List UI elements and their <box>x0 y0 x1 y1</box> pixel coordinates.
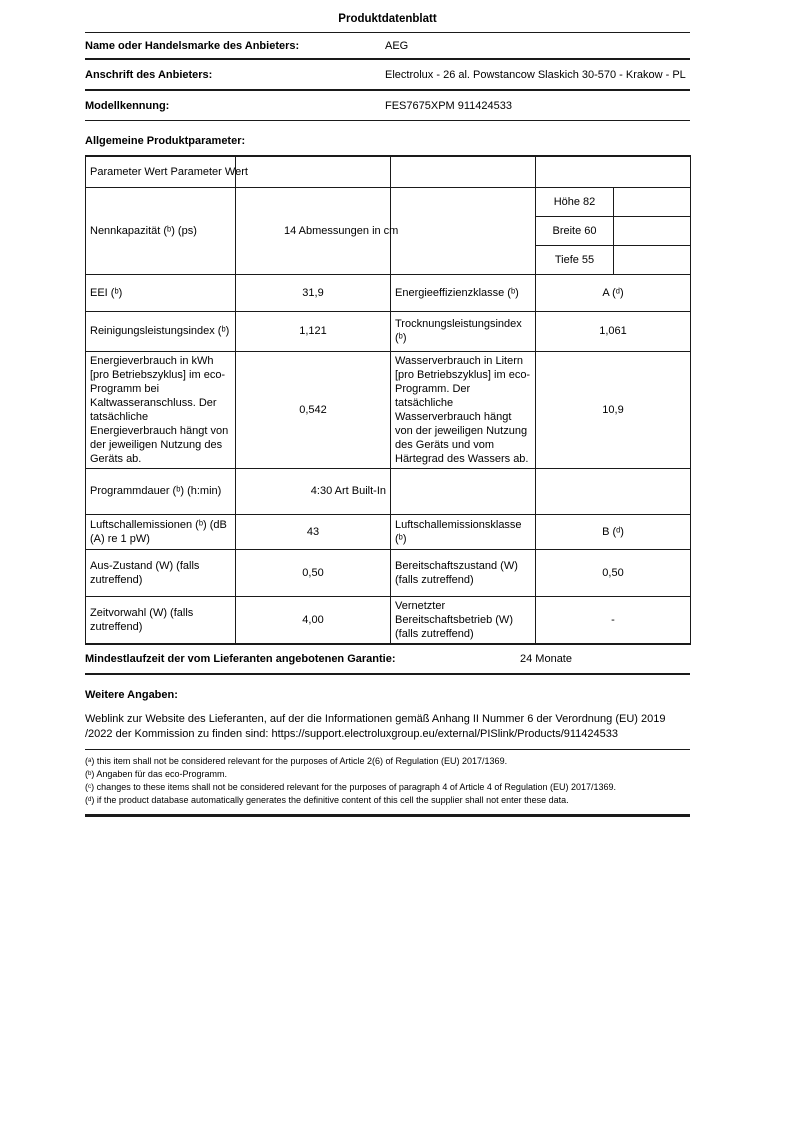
empty-cell <box>536 468 691 514</box>
performance-index-row <box>86 311 691 351</box>
capacity-row <box>86 187 691 216</box>
param-noise-label: Luftschallemissionen (ᵇ) (dB (A) re 1 pW) <box>86 514 236 549</box>
empty-cell <box>536 156 691 187</box>
footnote-d: (ᵈ) if the product database automatically generates the definitive content of this cell the supplier shall not enter these data. <box>85 794 569 805</box>
energy-consumption-value: 0,542 <box>236 351 391 468</box>
param-noise-class-label: Luftschallemissionsklasse (ᵇ) <box>391 514 536 549</box>
param-cleaning-index-label: Reinigungsleistungsindex (ᵇ) <box>86 311 236 351</box>
cleaning-index-value: 1,121 <box>236 311 391 351</box>
param-delay-start-label: Zeitvorwahl (W) (falls zutreffend) <box>86 596 236 644</box>
model-id-row <box>85 91 690 121</box>
param-duration-label: Programmdauer (ᵇ) (h:min) <box>86 468 236 514</box>
empty-cell <box>614 216 691 245</box>
supplier-address-row <box>85 60 690 91</box>
supplier-weblink-text: Weblink zur Website des Lieferanten, auf der die Informationen gemäß Anhang II Nummer 6 der Verordnung (EU) 2019 /2022 der Kommission zu finden sind: https://support.electroluxgroup.eu/external/PISlink/Products/911424533 <box>85 712 690 750</box>
param-water-consumption-label: Wasserverbrauch in Litern [pro Betriebszyklus] im eco-Programm. Der tatsächliche Wasserverbrauch hängt von der jeweiligen Nutzung des Geräts und vom Härtegrad des Wassers ab. <box>391 351 536 468</box>
dimension-width: Breite 60 <box>536 216 614 245</box>
supplier-name-value: AEG <box>385 39 409 52</box>
consumption-row <box>86 351 691 468</box>
footnotes-block <box>85 750 690 817</box>
eei-value: 31,9 <box>236 274 391 311</box>
model-id-value: FES7675XPM 911424533 <box>385 99 512 112</box>
eei-row <box>86 274 691 311</box>
delay-start-value: 4,00 <box>236 596 391 644</box>
page-title: Produktdatenblatt <box>85 0 690 33</box>
footnote-a: (ᵃ) this item shall not be considered relevant for the purposes of Article 2(6) of Regulation (EU) 2017/1369. <box>85 755 508 766</box>
model-id-label: Modellkennung: <box>85 99 170 112</box>
empty-cell <box>391 156 536 187</box>
param-energy-class-label: Energieeffizienzklasse (ᵇ) <box>391 274 536 311</box>
param-capacity-label: Nennkapazität (ᵇ) (ps) <box>86 187 236 274</box>
product-parameters-table <box>85 155 691 645</box>
networked-standby-value: - <box>536 596 691 644</box>
empty-cell <box>614 187 691 216</box>
empty-cell <box>391 468 536 514</box>
document-content <box>85 0 690 817</box>
guarantee-row <box>85 645 690 675</box>
supplier-address-label: Anschrift des Anbieters: <box>85 68 213 81</box>
energy-class-value: A (ᵈ) <box>536 274 691 311</box>
param-off-mode-label: Aus-Zustand (W) (falls zutreffend) <box>86 549 236 596</box>
section-heading-general-parameters: Allgemeine Produktparameter: <box>85 135 246 147</box>
table-header-row <box>86 156 691 187</box>
param-energy-consumption-label: Energieverbrauch in kWh [pro Betriebszyklus] im eco-Programm bei Kaltwasseranschluss. Der tatsächliche Energieverbrauch hängt von der jeweiligen Nutzung des Geräts ab. <box>86 351 236 468</box>
empty-cell <box>614 245 691 274</box>
supplier-name-label: Name oder Handelsmarke des Anbieters: <box>85 39 300 52</box>
empty-cell <box>391 187 536 274</box>
off-mode-row <box>86 549 691 596</box>
param-standby-label: Bereitschaftszustand (W) (falls zutreffend) <box>391 549 536 596</box>
guarantee-label: Mindestlaufzeit der vom Lieferanten angebotenen Garantie: <box>85 652 396 665</box>
capacity-value: 14 Abmessungen in cm <box>236 187 391 274</box>
footnote-b: (ᵇ) Angaben für das eco-Programm. <box>85 768 227 779</box>
drying-index-value: 1,061 <box>536 311 691 351</box>
more-info-heading: Weitere Angaben: <box>85 688 178 701</box>
noise-row <box>86 514 691 549</box>
guarantee-value: 24 Monate <box>520 652 572 665</box>
param-eei-label: EEI (ᵇ) <box>86 274 236 311</box>
standby-value: 0,50 <box>536 549 691 596</box>
footnote-c: (ᶜ) changes to these items shall not be considered relevant for the purposes of paragraph 4 of Article 4 of Regulation (EU) 2017/1369. <box>85 781 616 792</box>
param-networked-standby-label: Vernetzter Bereitschaftsbetrieb (W) (falls zutreffend) <box>391 596 536 644</box>
supplier-address-value: Electrolux - 26 al. Powstancow Slaskich 30-570 - Krakow - PL <box>385 68 686 81</box>
water-consumption-value: 10,9 <box>536 351 691 468</box>
dimension-height: Höhe 82 <box>536 187 614 216</box>
table-header-label: Parameter Wert Parameter Wert <box>86 156 236 187</box>
delay-start-row <box>86 596 691 644</box>
programme-duration-row <box>86 468 691 514</box>
param-drying-index-label: Trocknungsleistungsindex (ᵇ) <box>391 311 536 351</box>
dimension-depth: Tiefe 55 <box>536 245 614 274</box>
off-mode-value: 0,50 <box>236 549 391 596</box>
duration-value: 4:30 Art Built-In <box>236 468 391 514</box>
empty-cell <box>236 156 391 187</box>
noise-value: 43 <box>236 514 391 549</box>
supplier-name-row <box>85 33 690 60</box>
noise-class-value: B (ᵈ) <box>536 514 691 549</box>
